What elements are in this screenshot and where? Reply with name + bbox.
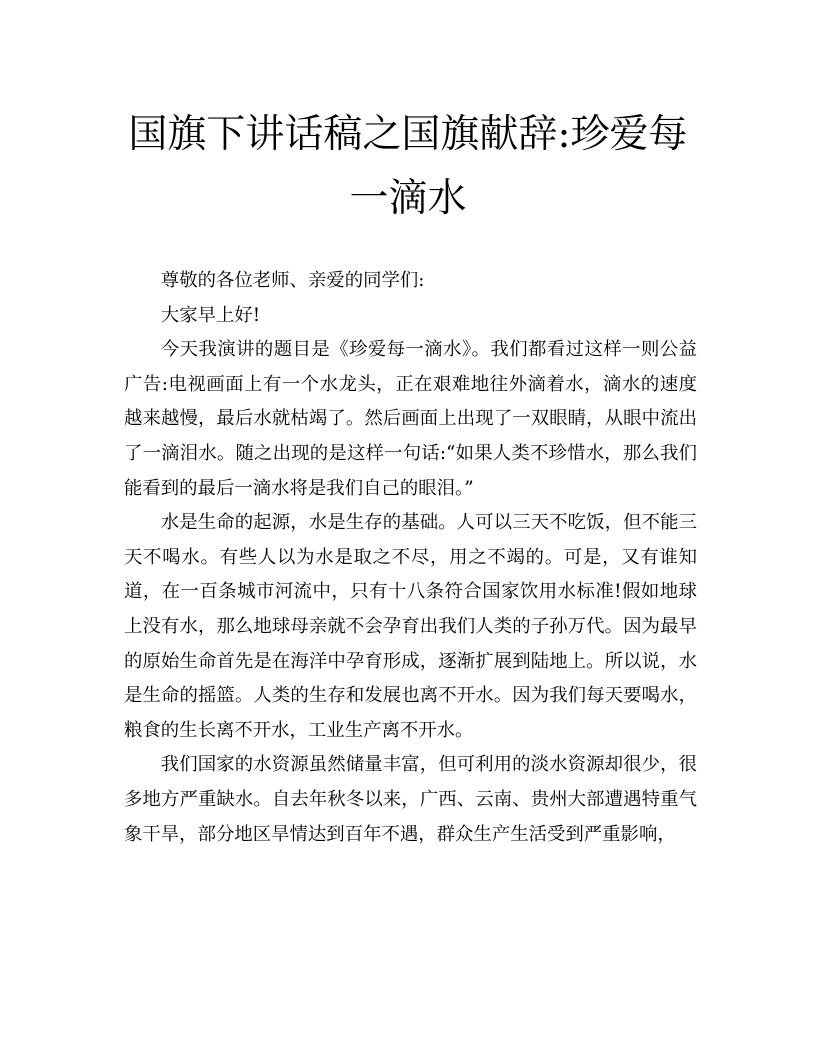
greeting-paragraph: 大家早上好! (160, 304, 261, 326)
body-paragraph: 我们国家的水资源虽然储量丰富，但可利用的淡水资源却很少，很多地方严重缺水。自去年秋冬以来，广西、云南、贵州大部遭遇特重气象干旱，部分地区旱情达到百年不遇，群众生产生活受到严重影响， (124, 754, 697, 845)
body-paragraph: 今天我演讲的题目是《珍爱每一滴水》。我们都看过这样一则公益广告:电视画面上有一个水龙头，正在艰难地往外滴着水，滴水的速度越来越慢，最后水就枯竭了。然后画面上出现了一双眼睛，从眼中流出了一滴泪水。随之出现的是这样一句话:“如果人类不珍惜水，那么我们能看到的最后一滴水将是我们自己的眼泪。” (124, 339, 697, 499)
document-body (124, 264, 697, 852)
salutation-paragraph: 尊敬的各位老师、亲爱的同学们: (160, 270, 425, 291)
document-title: 国旗下讲话稿之国旗献辞:珍爱每一滴水 (128, 112, 688, 221)
body-paragraph: 水是生命的起源，水是生存的基础。人可以三天不吃饭，但不能三天不喝水。有些人以为水是取之不尽，用之不竭的。可是，又有谁知道，在一百条城市河流中，只有十八条符合国家饮用水标准!假如地球上没有水，那么地球母亲就不会孕育出我们人类的子孙万代。因为最早的原始生命首先是在海洋中孕育形成，逐渐扩展到陆地上。所以说，水是生命的摇篮。人类的生存和发展也离不开水。因为我们每天要喝水，粮食的生长离不开水，工业生产离不开水。 (124, 512, 697, 741)
